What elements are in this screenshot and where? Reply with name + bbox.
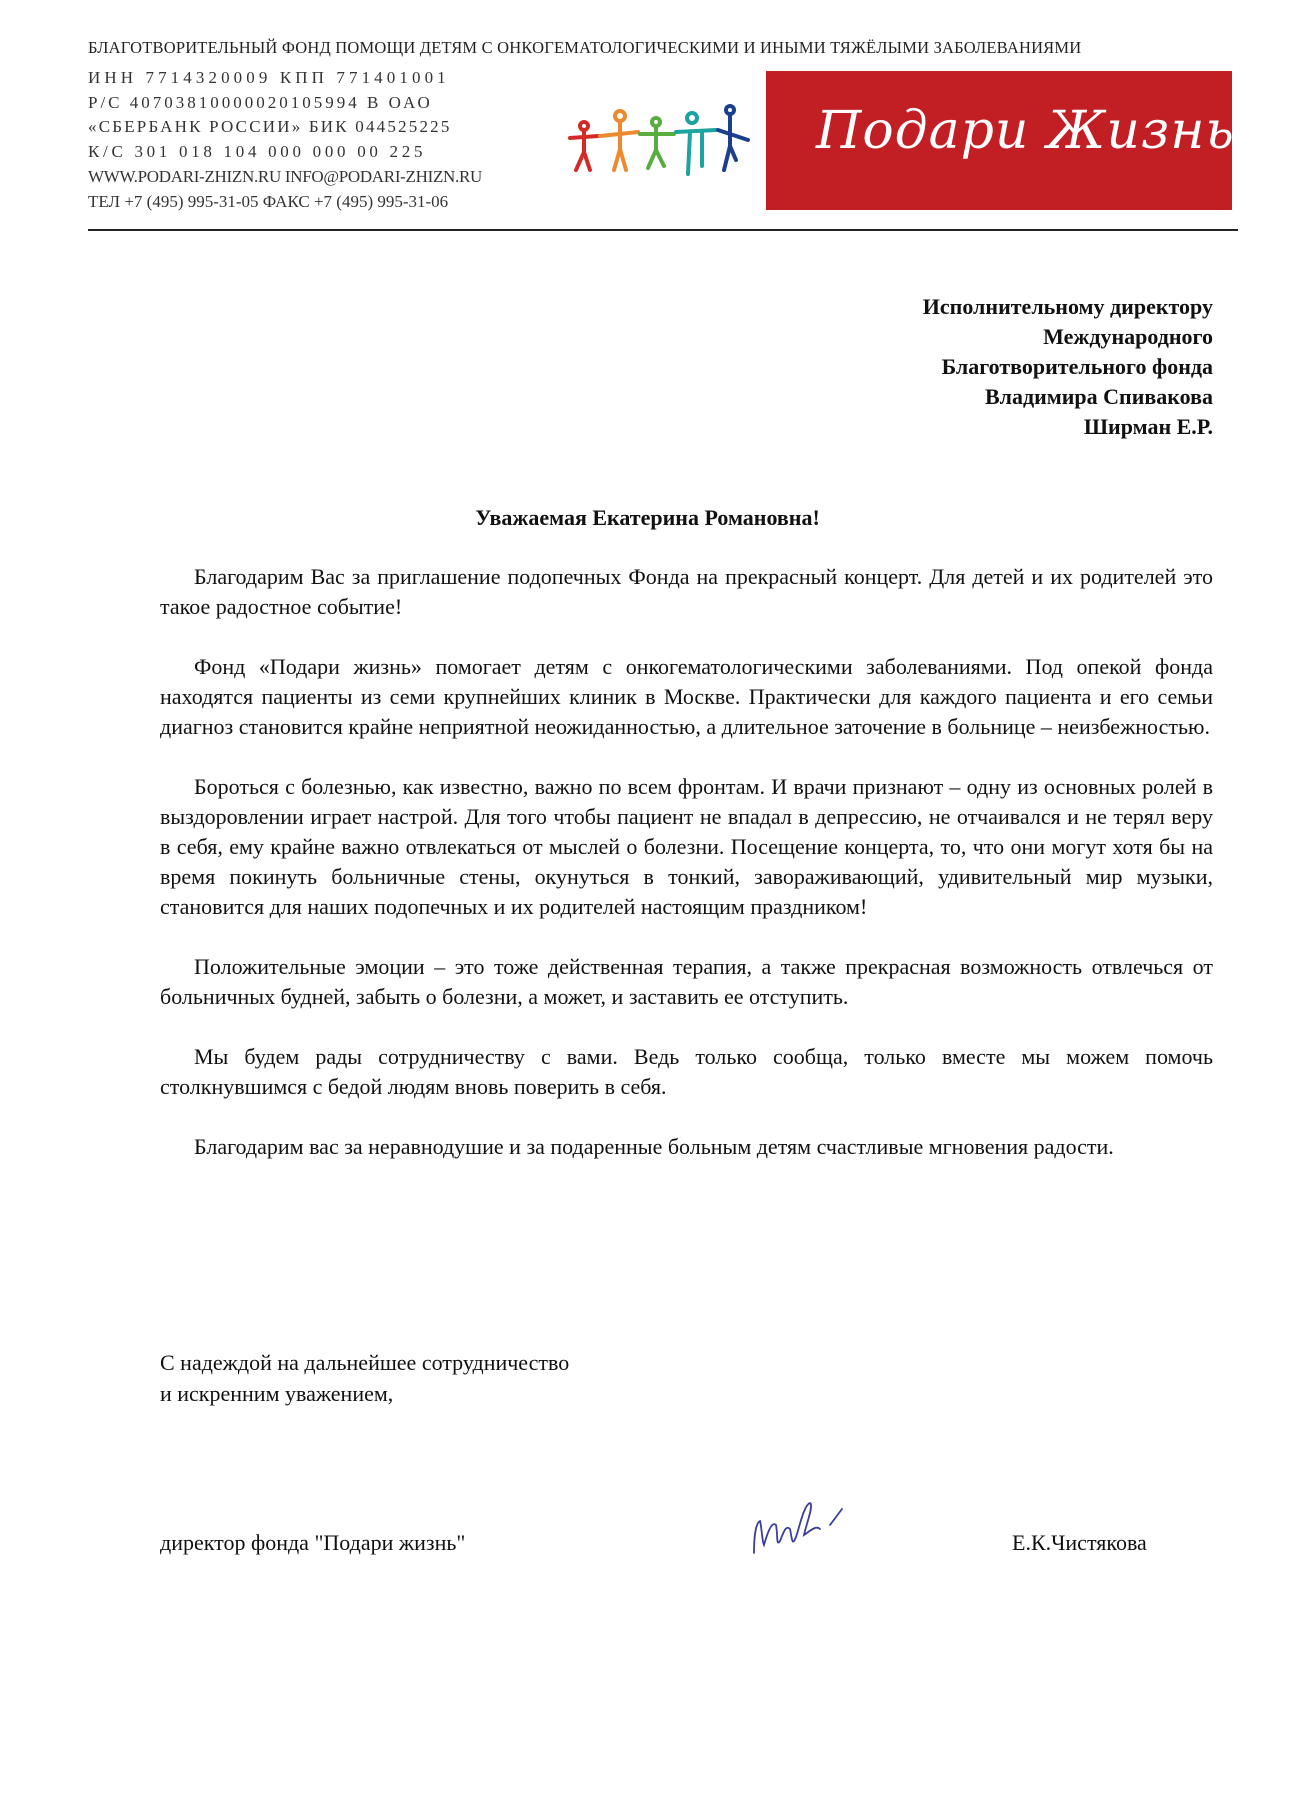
requisites-line-bank: «СБЕРБАНК РОССИИ» БИК 044525225 xyxy=(88,117,452,137)
requisites xyxy=(88,66,482,214)
child-figure-green xyxy=(640,118,674,168)
children-holding-hands-icon xyxy=(568,104,756,176)
child-figure-blue xyxy=(718,106,748,170)
body-paragraph: Бороться с болезнью, как известно, важно по всем фронтам. И врачи признают – одну из основных ролей в выздоровлении играет настрой. Для того чтобы пациент не впадал в депрессию, не отчаивался и не терял веру в себя, ему крайне важно отвлекаться от мыслей о болезни. Посещение концерта, то, что они могут хотя бы на время покинуть больничные стены, окунуться в тонкий, завораживающий, удивительный мир музыки, становится для наших подопечных и их родителей настоящим праздником! xyxy=(160,774,1213,919)
body-paragraph: Благодарим вас за неравнодушие и за подаренные больным детям счастливые мгновения радости. xyxy=(194,1134,1114,1159)
requisites-line-inn: ИНН 7714320009 КПП 771401001 xyxy=(88,68,450,87)
signatory-name: Е.К.Чистякова xyxy=(1012,1530,1147,1555)
requisites-line-phone: ТЕЛ +7 (495) 995-31-05 ФАКС +7 (495) 995-31-06 xyxy=(88,191,449,211)
recipient-line: Ширман Е.Р. xyxy=(1083,414,1213,439)
closing-line: и искренним уважением, xyxy=(160,1381,394,1406)
recipient-line: Владимира Спивакова xyxy=(984,384,1213,409)
body-paragraph: Положительные эмоции – это тоже действенная терапия, а также прекрасная возможность отвлечься от больничных будней, забыть о болезни, а может, и заставить ее отступить. xyxy=(160,954,1213,1009)
recipient-line: Исполнительному директору xyxy=(922,294,1213,319)
body-paragraph: Мы будем рады сотрудничеству с вами. Ведь только сообща, только вместе мы можем помочь столкнувшимся с бедой людям вновь поверить в себя. xyxy=(160,1044,1213,1099)
letter-body xyxy=(160,562,1213,1192)
foundation-logo xyxy=(766,71,1257,210)
signatory-title: директор фонда "Подари жизнь" xyxy=(160,1530,466,1555)
requisites-line-web: WWW.PODARI-ZHIZN.RU INFO@PODARI-ZHIZN.RU xyxy=(88,166,482,186)
body-paragraph: Фонд «Подари жизнь» помогает детям с онкогематологическими заболеваниями. Под опекой фонда находятся пациенты из семи крупнейших клиник в Москве. Практически для каждого пациента и его семьи диагноз становится крайне неприятной неожиданностью, а длительное заточение в больнице – неизбежностью. xyxy=(160,654,1213,739)
requisites-line-account: Р/С 40703810000020105994 В ОАО xyxy=(88,92,433,112)
recipient-line: Благотворительного фонда xyxy=(941,354,1213,379)
header-divider xyxy=(88,229,1238,231)
requisites-line-corr-account: К/С 301 018 104 000 000 00 225 xyxy=(88,142,427,162)
recipient-line: Международного xyxy=(1043,324,1213,349)
salutation: Уважаемая Екатерина Романовна! xyxy=(475,505,820,530)
closing xyxy=(160,1347,569,1409)
closing-line: С надеждой на дальнейшее сотрудничество xyxy=(160,1350,570,1375)
child-figure-teal xyxy=(676,113,716,174)
child-figure-orange xyxy=(600,111,638,170)
logo-text: Подари Жизнь! xyxy=(816,101,1257,161)
recipient-block xyxy=(923,292,1213,442)
child-figure-red xyxy=(570,122,598,170)
organization-name: БЛАГОТВОРИТЕЛЬНЫЙ ФОНД ПОМОЩИ ДЕТЯМ С ОНКОГЕМАТОЛОГИЧЕСКИМИ И ИНЫМИ ТЯЖЁЛЫМИ ЗАБОЛЕВАНИЯМИ xyxy=(88,38,1082,57)
handwritten-signature-icon xyxy=(750,1495,860,1565)
body-paragraph: Благодарим Вас за приглашение подопечных Фонда на прекрасный концерт. Для детей и их родителей это такое радостное событие! xyxy=(160,564,1213,619)
